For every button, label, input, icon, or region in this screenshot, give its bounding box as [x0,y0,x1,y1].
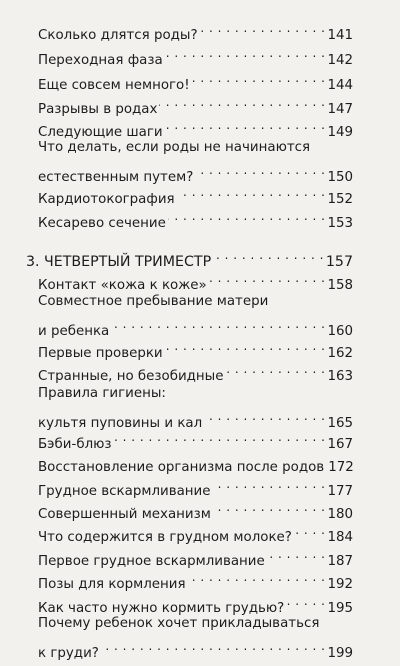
toc-entry-title: Как часто нужно кормить грудью? [38,601,285,616]
dot-leader [200,17,326,39]
dot-leader [188,566,326,588]
toc-entry-page: 142 [327,53,353,68]
dot-leader [165,335,326,357]
toc-entry-page: 167 [327,437,353,452]
toc-entry [38,426,353,452]
toc-entry [38,590,353,616]
dot-leader [177,181,326,203]
toc-section-title: 3. ЧЕТВЕРТЫЙ ТРИМЕСТР [26,254,212,270]
toc-entry [38,42,353,68]
dot-leader [209,267,326,289]
dot-leader [267,543,326,565]
toc-entry-title: Сколько длятся роды? [38,28,198,43]
toc-entry [38,358,353,384]
toc-entry-title-line1: Правила гигиены: [38,386,166,401]
toc-entry-page: 163 [327,369,353,384]
toc-entry [38,267,353,293]
toc-entry-title: культя пуповины и кал [38,416,203,431]
toc-entry [38,205,353,231]
toc-entry-page: 192 [327,577,353,592]
dot-leader [168,205,326,227]
toc-entry [38,519,353,545]
dot-leader [286,590,325,612]
toc-entry-page: 160 [327,324,353,339]
toc-entry-page: 199 [327,646,353,661]
toc-entry-page: 177 [327,484,353,499]
toc-entry-page: 157 [325,254,353,270]
dot-leader [159,91,325,113]
toc-entry-title: Кардиотокография [38,192,175,207]
dot-leader [213,473,326,495]
toc-entry-page: 162 [327,346,353,361]
toc-entry [38,543,353,569]
dot-leader [192,67,326,89]
toc-entry-page: 172 [328,460,354,475]
toc-entry-page: 195 [327,601,353,616]
toc-entry-title: Что содержится в грудном молоке? [38,530,292,545]
toc-entry-title: Первые проверки [38,346,163,361]
toc-entry-title: Странные, но безобидные [38,369,224,384]
toc-entry-title: Грудное вскармливание [38,484,211,499]
toc-entry-page: 152 [327,192,353,207]
toc-entry-page: 141 [327,28,353,43]
toc-entry-page: 158 [327,278,353,293]
toc-entry-title: Кесарево сечение [38,216,166,231]
toc-entry-page: 149 [327,125,353,140]
toc-entry-title: Еще совсем немного! [38,78,190,93]
toc-entry-page: 184 [327,530,353,545]
toc-entry-title: Следующие шаги [38,125,163,140]
toc-entry-page: 187 [327,554,353,569]
toc-entry-title: Позы для кормления [38,577,186,592]
toc-entry [38,17,353,43]
toc-entry [38,613,353,661]
dot-leader [101,635,326,657]
toc-entry-page: 165 [327,416,353,431]
dot-leader [213,244,324,266]
toc-entry-page: 180 [327,507,353,522]
toc-entry-title-line1: Почему ребенок хочет прикладываться [38,616,320,631]
toc-entry-title: Контакт «кожа к коже» [38,278,207,293]
toc-entry [38,137,353,185]
toc-entry [38,566,353,592]
toc-entry [38,335,353,361]
dot-leader [195,159,325,181]
toc-entry [38,473,353,499]
toc-entry-page: 153 [327,216,353,231]
dot-leader [165,42,326,64]
toc-entry-title: Первое грудное вскармливание [38,554,265,569]
toc-entry-page: 150 [327,170,353,185]
dot-leader [213,496,326,518]
toc-entry-title: к груди? [38,646,99,661]
toc-entry-page: 144 [327,78,353,93]
toc-entry [38,67,353,93]
toc-entry [38,496,353,522]
dot-leader [111,313,325,335]
dot-leader [204,405,325,427]
toc-entry [38,114,353,140]
dot-leader [294,519,326,541]
toc-entry-title: Восстановление организма после родов [38,460,325,475]
toc-entry-title: Совершенный механизм [38,507,211,522]
toc-section-heading [26,244,353,270]
toc-entry [38,383,353,431]
toc-entry [38,291,353,339]
toc-entry-title: Переходная фаза [38,53,163,68]
toc-entry [38,449,354,475]
toc-entry-title-line1: Совместное пребывание матери [38,294,269,309]
toc-entry [38,181,353,207]
toc-entry-title: Разрывы в родах [38,102,158,117]
toc-entry-title: естественным путем? [38,170,194,185]
toc-entry-title: Бэби-блюз [38,437,112,452]
toc-entry-title: и ребенка [38,324,110,339]
dot-leader [165,114,326,136]
dot-leader [114,426,326,448]
toc-entry-title-line1: Что делать, если роды не начинаются [38,140,311,155]
toc-entry-page: 147 [327,102,353,117]
toc-entry [38,91,353,117]
dot-leader [226,358,326,380]
